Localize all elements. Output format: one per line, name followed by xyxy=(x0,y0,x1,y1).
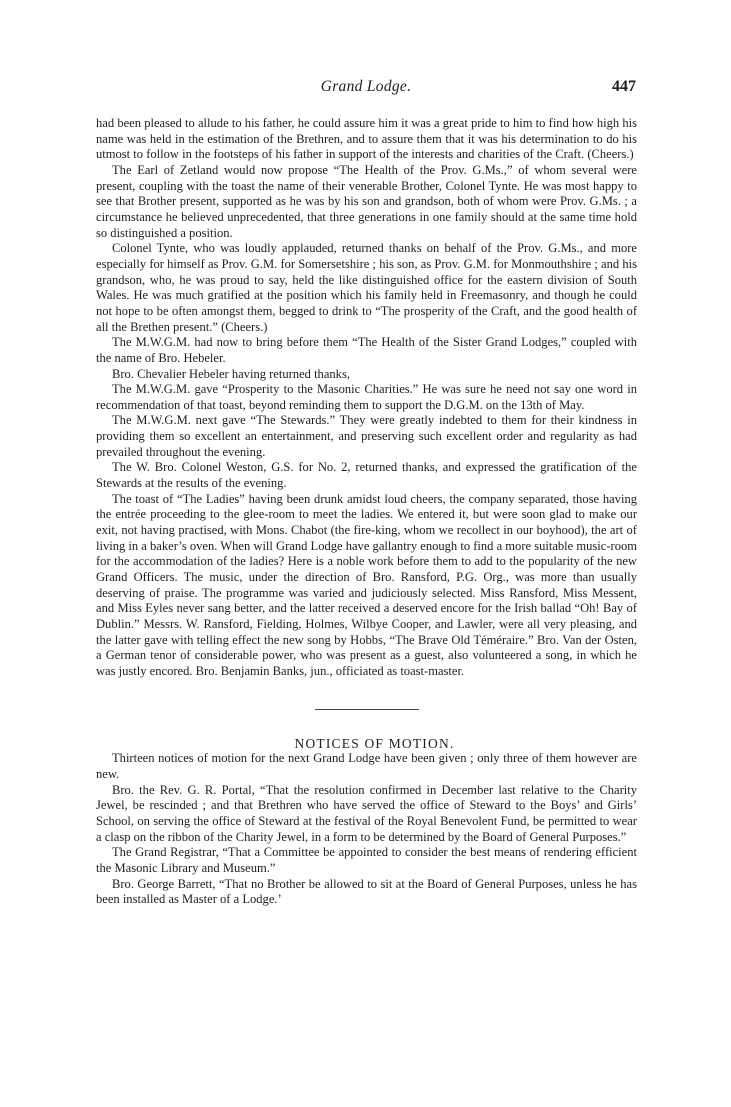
paragraph: Colonel Tynte, who was loudly applauded, returned thanks on behalf of the Prov. G.Ms., and more especially for himself as Prov. G.M. for Somersetshire ; his son, as Prov. G.M. for Monmouthshire ; and his grandson, who, he was proud to say, held the like distinguished office for the eastern division of South Wales. He was much gratified at the position which his family held in Freemasonry, and though he could not hope to be often amongst them, begged to drink to “The prosperity of the Craft, and the good health of all the Brethen present.” (Cheers.) xyxy=(96,241,637,334)
motion-paragraph: Bro. the Rev. G. R. Portal, “That the resolution confirmed in December last relative to the Charity Jewel, be rescinded ; and that Brethren who have served the office of Steward to the Boys’ and Girls’ School, on serving the office of Steward at the festival of the Royal Benevolent Fund, be permitted to wear a clasp on the ribbon of the Charity Jewel, in a form to be determined by the Board of General Purposes.” xyxy=(96,782,637,844)
paragraph: Bro. Chevalier Hebeler having returned thanks, xyxy=(112,366,350,381)
article-body xyxy=(96,116,637,908)
paragraph: had been pleased to allude to his father, he could assure him it was a great pride to him to find how high his name was held in the estimation of the Brethren, and to assure them that it was his determination to do his utmost to follow in the footsteps of his father in support of the interests and charities of the Craft. (Cheers.) xyxy=(96,116,637,162)
page-number: 447 xyxy=(612,78,636,95)
running-title: Grand Lodge. xyxy=(320,78,412,95)
paragraph: The W. Bro. Colonel Weston, G.S. for No. 2, returned thanks, and expressed the gratification of the Stewards at the results of the evening. xyxy=(96,460,637,491)
section-heading: NOTICES OF MOTION. xyxy=(294,735,455,751)
motion-paragraph: Thirteen notices of motion for the next Grand Lodge have been given ; only three of them however are new. xyxy=(96,751,637,781)
paragraph: The M.W.G.M. gave “Prosperity to the Masonic Charities.” He was sure he need not say one word in recommendation of that toast, beyond reminding them to support the D.G.M. on the 13th of May. xyxy=(96,382,637,412)
paragraph: The M.W.G.M. next gave “The Stewards.” They were greatly indebted to them for their kindness in providing them so excellent an entertainment, and preserving such excellent order and regularity as had prevailed throughout the evening. xyxy=(96,413,637,459)
motion-paragraph: Bro. George Barrett, “That no Brother be allowed to sit at the Board of General Purposes, unless he has been installed as Master of a Lodge.’ xyxy=(96,876,637,907)
motion-paragraph: The Grand Registrar, “That a Committee be appointed to consider the best means of rendering efficient the Masonic Library and Museum.” xyxy=(96,845,637,875)
section-divider xyxy=(96,702,637,712)
paragraph: The Earl of Zetland would now propose “The Health of the Prov. G.Ms.,” of whom several were present, coupling with the toast the name of their venerable Brother, Colonel Tynte. He was most happy to see that Brother present, supported as he was by his son and grandson, both of whom were Prov. G.Ms. ; a circumstance he believed unprecedented, that three generations in one family should at the same time hold so distinguished a position. xyxy=(96,162,637,240)
paragraph: The toast of “The Ladies” having been drunk amidst loud cheers, the company separated, those having the entrée proceeding to the glee-room to meet the ladies. We entered it, but were soon glad to make our exit, not having practised, with Mons. Chabot (the fire-king, whom we recollect in our boyhood), the art of living in a baker’s oven. When will Grand Lodge have gallantry enough to find a more suitable music-room for the accommodation of the ladies? Here is a noble work before them to add to the popularity of the new Grand Officers. The music, under the direction of Bro. Ransford, P.G. Org., was more than usually deserving of praise. The programme was varied and judiciously selected. Miss Ransford, Miss Messent, and Miss Eyles never sang better, and the latter received a deserved encore for the Irish ballad “Oh! Bay of Dublin.” Messrs. W. Ransford, Fielding, Holmes, Wilbye Cooper, and Lawler, were all very pleasing, and the latter gave with telling effect the new song by Hobbs, “The Brave Old Téméraire.” Bro. Van der Osten, a German tenor of considerable power, who was present as a guest, also volunteered a song, in which he was justly encored. Bro. Benjamin Banks, jun., officiated as toast-master. xyxy=(96,491,638,678)
running-head xyxy=(96,78,636,102)
paragraph: The M.W.G.M. had now to bring before them “The Health of the Sister Grand Lodges,” coupled with the name of Bro. Hebeler. xyxy=(96,335,637,365)
